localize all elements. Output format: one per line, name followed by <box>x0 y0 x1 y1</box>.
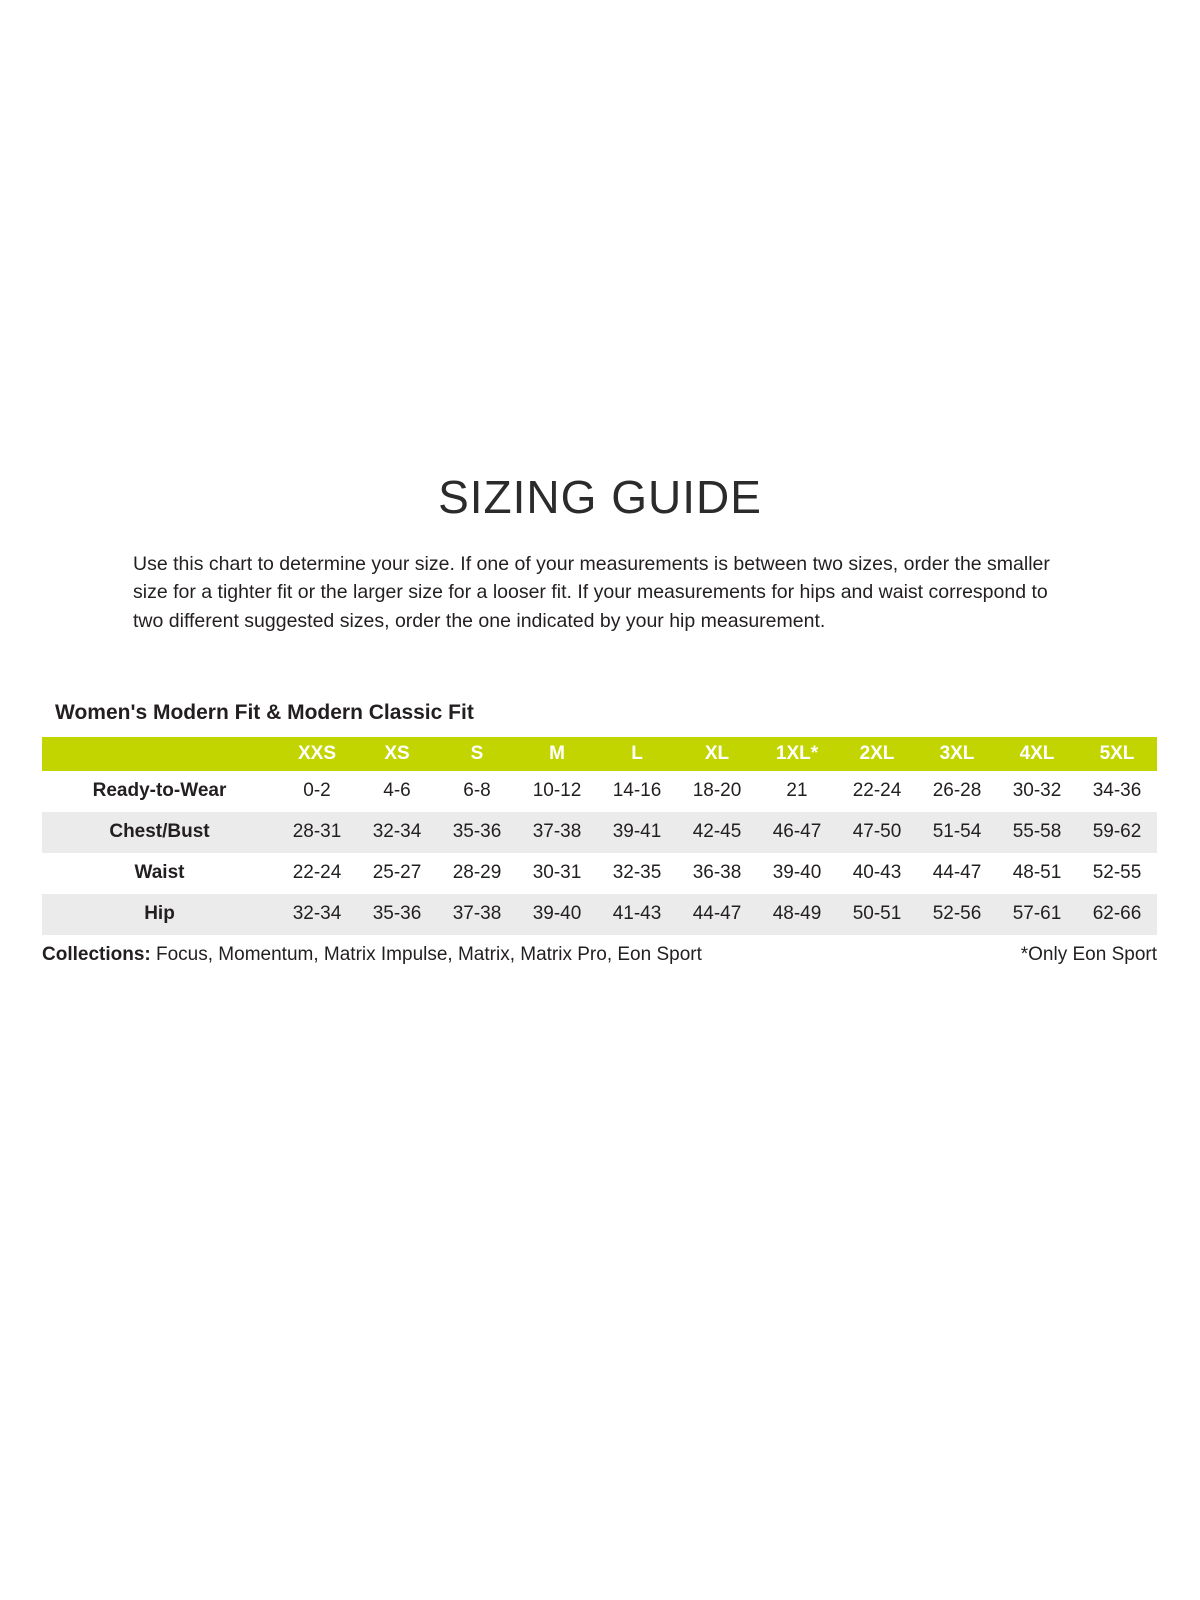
size-table-header <box>42 737 1157 771</box>
size-column-header: XS <box>357 737 437 771</box>
size-cell: 57-61 <box>1012 903 1062 925</box>
size-cell: 37-38 <box>532 821 582 843</box>
size-cell: 39-40 <box>772 862 822 884</box>
size-column-header: M <box>517 737 597 771</box>
size-cell: 59-62 <box>1092 821 1142 843</box>
size-cell: 36-38 <box>692 862 742 884</box>
size-cell: 52-55 <box>1092 862 1142 884</box>
page-title: SIZING GUIDE <box>438 471 762 523</box>
size-cell: 21 <box>786 780 808 802</box>
size-cell: 62-66 <box>1092 903 1142 925</box>
size-column-header: S <box>437 737 517 771</box>
size-cell: 22-24 <box>852 780 902 802</box>
size-cell: 30-31 <box>532 862 582 884</box>
size-table <box>42 737 1157 935</box>
size-column-header: 3XL <box>917 737 997 771</box>
size-cell: 26-28 <box>932 780 982 802</box>
footnotes <box>42 944 1157 966</box>
size-table-corner-cell <box>42 737 277 771</box>
size-table-row <box>42 894 1157 935</box>
size-cell: 42-45 <box>692 821 742 843</box>
size-cell: 34-36 <box>1092 780 1142 802</box>
collections-list: Focus, Momentum, Matrix Impulse, Matrix, Matrix Pro, Eon Sport <box>150 943 702 965</box>
size-cell: 25-27 <box>372 862 422 884</box>
size-cell: 6-8 <box>463 780 491 802</box>
size-cell: 39-41 <box>612 821 662 843</box>
size-cell: 48-51 <box>1012 862 1062 884</box>
size-cell: 37-38 <box>452 903 502 925</box>
size-column-header: XXS <box>277 737 357 771</box>
size-cell: 35-36 <box>452 821 502 843</box>
intro-paragraph: Use this chart to determine your size. If one of your measurements is between two sizes, order the smaller size for a tighter fit or the larger size for a looser fit. If your measurements for hips and waist correspond to two different suggested sizes, order the one indicated by your hip measurement. <box>133 553 1050 632</box>
size-cell: 32-35 <box>612 862 662 884</box>
size-cell: 10-12 <box>532 780 582 802</box>
size-cell: 40-43 <box>852 862 902 884</box>
size-cell: 32-34 <box>372 821 422 843</box>
size-table-header-row <box>42 737 1157 771</box>
size-cell: 39-40 <box>532 903 582 925</box>
size-cell: 32-34 <box>292 903 342 925</box>
collections-label: Collections: <box>42 943 151 965</box>
size-column-header: L <box>597 737 677 771</box>
size-column-header: 1XL* <box>757 737 837 771</box>
size-table-row <box>42 853 1157 894</box>
size-cell: 28-29 <box>452 862 502 884</box>
size-cell: 44-47 <box>932 862 982 884</box>
row-label: Chest/Bust <box>109 821 210 843</box>
size-column-header: XL <box>677 737 757 771</box>
size-table-body <box>42 771 1157 935</box>
size-cell: 4-6 <box>383 780 411 802</box>
size-cell: 50-51 <box>852 903 902 925</box>
section-heading: Women's Modern Fit & Modern Classic Fit <box>55 700 474 724</box>
size-cell: 14-16 <box>612 780 662 802</box>
size-cell: 47-50 <box>852 821 902 843</box>
size-cell: 22-24 <box>292 862 342 884</box>
size-table-row <box>42 771 1157 812</box>
size-cell: 18-20 <box>692 780 742 802</box>
row-label: Waist <box>134 862 185 884</box>
row-label: Hip <box>144 903 175 925</box>
size-column-header: 2XL <box>837 737 917 771</box>
size-cell: 0-2 <box>303 780 331 802</box>
size-cell: 51-54 <box>932 821 982 843</box>
size-cell: 35-36 <box>372 903 422 925</box>
size-table-row <box>42 812 1157 853</box>
collections-note <box>42 944 702 966</box>
size-column-header: 5XL <box>1077 737 1157 771</box>
size-cell: 48-49 <box>772 903 822 925</box>
size-cell: 28-31 <box>292 821 342 843</box>
size-cell: 30-32 <box>1012 780 1062 802</box>
size-cell: 52-56 <box>932 903 982 925</box>
size-column-header: 4XL <box>997 737 1077 771</box>
row-label: Ready-to-Wear <box>92 780 227 802</box>
size-cell: 41-43 <box>612 903 662 925</box>
size-cell: 46-47 <box>772 821 822 843</box>
size-cell: 55-58 <box>1012 821 1062 843</box>
size-cell: 44-47 <box>692 903 742 925</box>
footnote-only-eon-sport: *Only Eon Sport <box>1020 943 1157 965</box>
